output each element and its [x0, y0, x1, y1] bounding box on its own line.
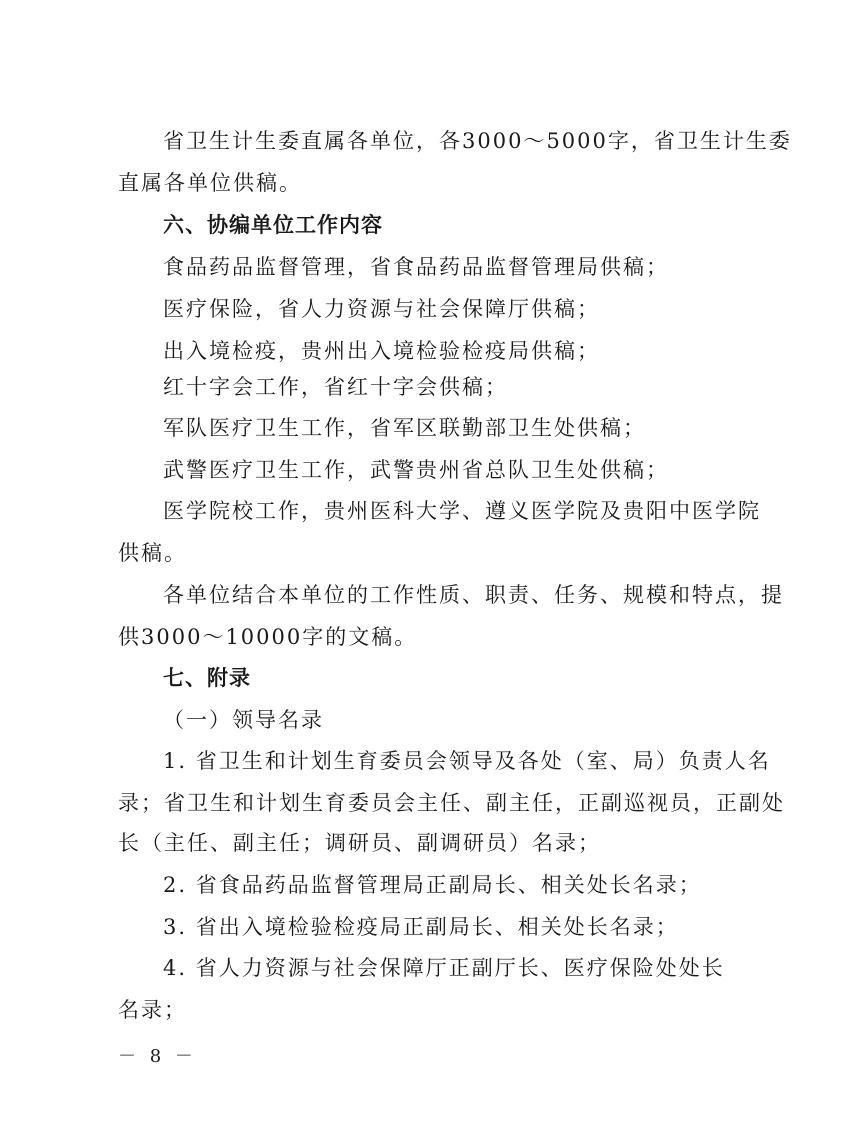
paragraph-line: 直属各单位供稿。 — [118, 171, 302, 195]
paragraph-line: 武警医疗卫生工作，武警贵州省总队卫生处供稿； — [163, 458, 669, 482]
subsection-heading: （一）领导名录 — [163, 708, 324, 732]
paragraph-line: 长（主任、副主任；调研员、副调研员）名录； — [118, 831, 601, 855]
paragraph-line: 录；省卫生和计划生育委员会主任、副主任，正副巡视员，正副处 — [118, 791, 785, 815]
paragraph-line: 红十字会工作，省红十字会供稿； — [163, 375, 508, 399]
paragraph-line: 1. 省卫生和计划生育委员会领导及各处（室、局）负责人名 — [163, 749, 771, 773]
page-number: － 8 － — [118, 1046, 197, 1067]
paragraph-line: 4. 省人力资源与社会保障厅正副厅长、医疗保险处处长 — [163, 956, 725, 980]
paragraph-line: 2. 省食品药品监督管理局正副局长、相关处长名录； — [163, 873, 702, 897]
paragraph-line: 出入境检疫，贵州出入境检验检疫局供稿； — [163, 339, 600, 363]
paragraph-line: 供3000～10000字的文稿。 — [118, 625, 418, 649]
paragraph-line: 供稿。 — [118, 541, 187, 565]
section-heading-seven: 七、附录 — [163, 666, 251, 690]
paragraph-line: 军队医疗卫生工作，省军区联勤部卫生处供稿； — [163, 416, 646, 440]
paragraph-line: 3. 省出入境检验检疫局正副局长、相关处长名录； — [163, 915, 679, 939]
paragraph-line: 省卫生计生委直属各单位，各3000～5000字，省卫生计生委 — [163, 129, 792, 153]
section-heading-six: 六、协编单位工作内容 — [163, 213, 383, 237]
paragraph-line: 医疗保险，省人力资源与社会保障厅供稿； — [163, 297, 600, 321]
paragraph-line: 食品药品监督管理，省食品药品监督管理局供稿； — [163, 255, 669, 279]
paragraph-line: 各单位结合本单位的工作性质、职责、任务、规模和特点，提 — [163, 583, 784, 607]
paragraph-line: 医学院校工作，贵州医科大学、遵义医学院及贵阳中医学院 — [163, 499, 761, 523]
paragraph-line: 名录； — [118, 998, 187, 1022]
